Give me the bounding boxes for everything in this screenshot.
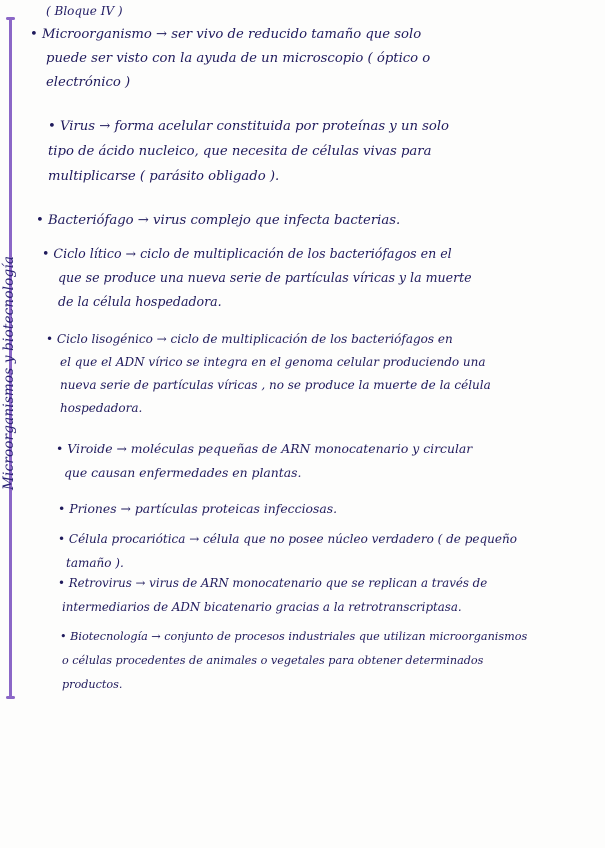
definition-text-line: multiplicarse ( parásito obligado ). xyxy=(48,169,280,184)
definition-term-line: • Microorganismo → ser vivo de reducido tamaño que solo xyxy=(30,27,422,42)
margin-line-bottom-cap xyxy=(6,696,15,699)
definition-text-line: nueva serie de partículas víricas , no se produce la muerte de la célula xyxy=(60,378,491,392)
definition-text-line: productos. xyxy=(62,678,123,691)
definition-text-line: que se produce una nueva serie de partículas víricas y la muerte xyxy=(58,270,472,285)
definition-text-line: intermediarios de ADN bicatenario gracias a la retrotranscriptasa. xyxy=(62,600,462,614)
definition-text-line: tamaño ). xyxy=(66,556,124,570)
definition-text-line: o células procedentes de animales o vegetales para obtener determinados xyxy=(62,654,484,667)
definition-term-line: • Viroide → moléculas pequeñas de ARN monocatenario y circular xyxy=(56,441,473,456)
definition-term-line: • Virus → forma acelular constituida por proteínas y un solo xyxy=(48,119,449,134)
definition-text-line: hospedadora. xyxy=(60,401,143,415)
definition-term-line: • Retrovirus → virus de ARN monocatenario que se replican a través de xyxy=(58,576,488,590)
definition-text-line: puede ser visto con la ayuda de un microscopio ( óptico o xyxy=(46,51,431,66)
margin-line-top-cap xyxy=(6,17,15,20)
definition-term-line: • Priones → partículas proteicas infecciosas. xyxy=(58,501,338,516)
section-header: ( Bloque IV ) xyxy=(46,4,123,18)
definition-term-line: • Ciclo lisogénico → ciclo de multiplicación de los bacteriófagos en xyxy=(46,332,453,346)
definition-term-line: • Biotecnología → conjunto de procesos industriales que utilizan microorganismos xyxy=(60,630,528,643)
definition-term-line: • Ciclo lítico → ciclo de multiplicación de los bacteriófagos en el xyxy=(42,246,452,261)
definition-text-line: electrónico ) xyxy=(46,75,131,90)
definition-term-line: • Bacteriófago → virus complejo que infecta bacterias. xyxy=(36,213,401,228)
definition-text-line: tipo de ácido nucleico, que necesita de células vivas para xyxy=(48,144,432,159)
definition-term-line: • Célula procariótica → célula que no posee núcleo verdadero ( de pequeño xyxy=(58,532,517,546)
side-title: Microorganismos y biotecnología xyxy=(1,255,17,490)
definition-text-line: el que el ADN vírico se integra en el genoma celular produciendo una xyxy=(60,355,486,369)
definition-text-line: de la célula hospedadora. xyxy=(58,294,222,309)
definition-text-line: que causan enfermedades en plantas. xyxy=(64,465,302,480)
